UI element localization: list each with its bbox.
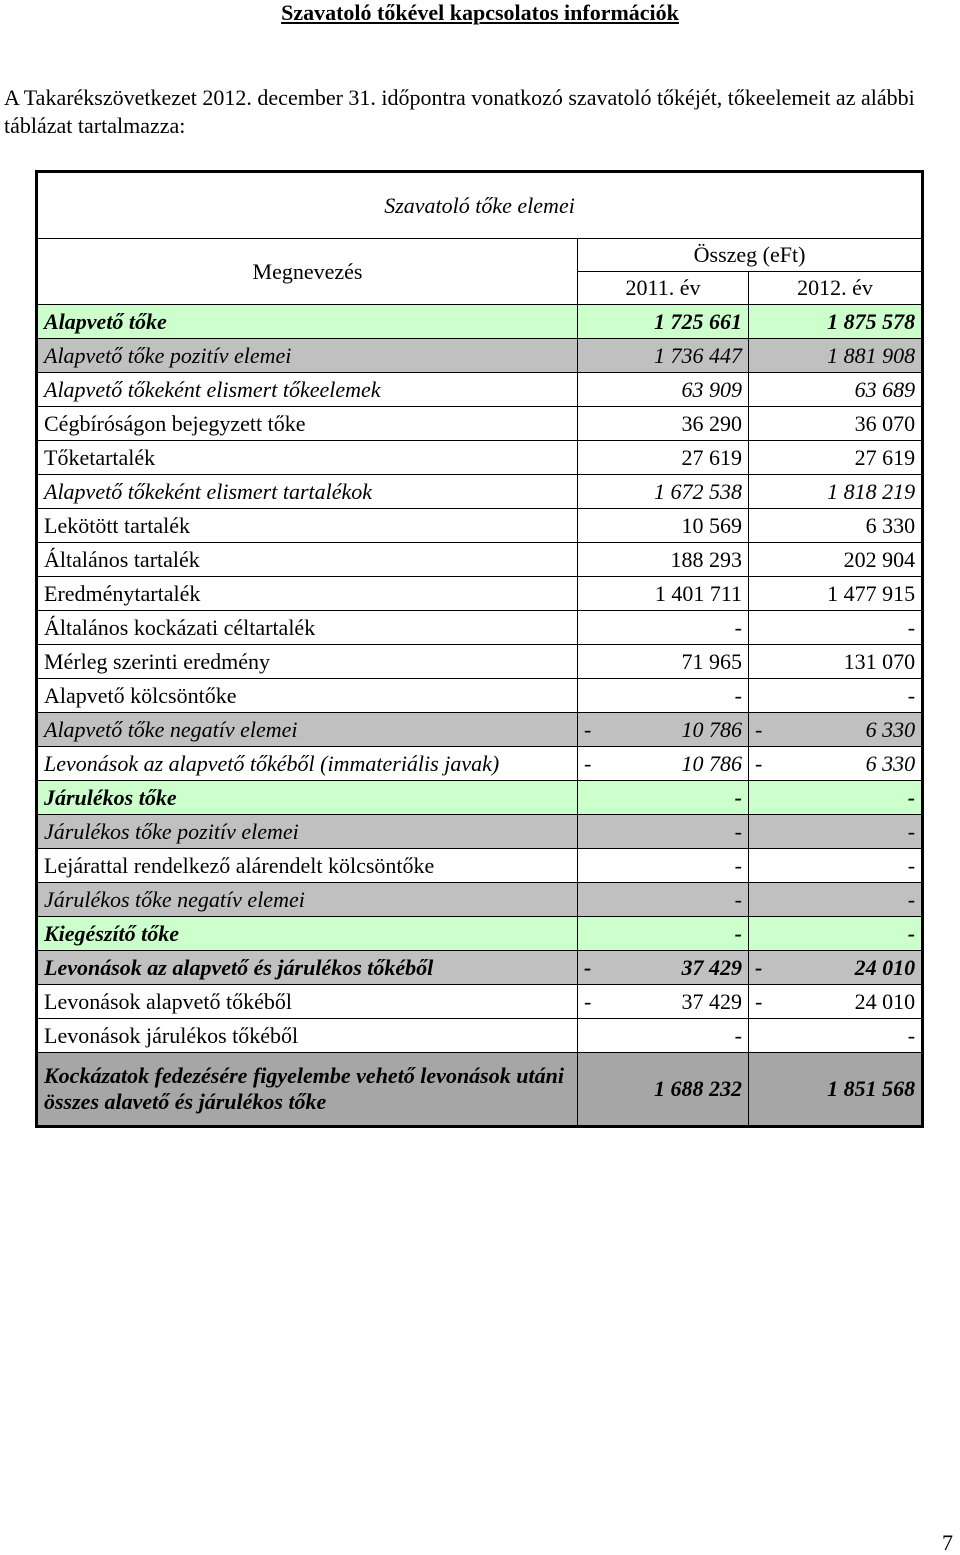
row-value-2012: 63 689 bbox=[779, 373, 923, 407]
row-sign-2012 bbox=[749, 543, 779, 577]
row-value-2012: 1 875 578 bbox=[779, 305, 923, 339]
row-sign-2012 bbox=[749, 441, 779, 475]
table-row bbox=[37, 1053, 923, 1127]
table-row bbox=[37, 747, 923, 781]
row-value-2011: 1 672 538 bbox=[608, 475, 749, 509]
table-row bbox=[37, 577, 923, 611]
page-number: 7 bbox=[942, 1530, 953, 1555]
row-sign-2011 bbox=[578, 577, 608, 611]
year-2011-header: 2011. év bbox=[578, 272, 749, 305]
row-label: Cégbíróságon bejegyzett tőke bbox=[37, 407, 578, 441]
row-sign-2011: - bbox=[578, 747, 608, 781]
row-value-2011: 10 786 bbox=[608, 713, 749, 747]
row-sign-2012 bbox=[749, 577, 779, 611]
row-sign-2012 bbox=[749, 407, 779, 441]
row-value-2011: 1 688 232 bbox=[608, 1053, 749, 1127]
row-value-2012: - bbox=[779, 815, 923, 849]
row-label: Eredménytartalék bbox=[37, 577, 578, 611]
row-label: Mérleg szerinti eredmény bbox=[37, 645, 578, 679]
row-value-2012: - bbox=[779, 849, 923, 883]
row-value-2011: - bbox=[608, 781, 749, 815]
row-value-2012: - bbox=[779, 611, 923, 645]
row-value-2012: 1 851 568 bbox=[779, 1053, 923, 1127]
row-sign-2011 bbox=[578, 407, 608, 441]
row-label: Levonások járulékos tőkéből bbox=[37, 1019, 578, 1053]
row-label: Lejárattal rendelkező alárendelt kölcsöntőke bbox=[37, 849, 578, 883]
row-value-2012: 131 070 bbox=[779, 645, 923, 679]
row-sign-2011 bbox=[578, 849, 608, 883]
row-value-2011: 27 619 bbox=[608, 441, 749, 475]
row-value-2011: 10 786 bbox=[608, 747, 749, 781]
row-sign-2011 bbox=[578, 917, 608, 951]
row-value-2012: 24 010 bbox=[779, 985, 923, 1019]
row-sign-2011: - bbox=[578, 985, 608, 1019]
row-sign-2011 bbox=[578, 305, 608, 339]
row-value-2011: - bbox=[608, 1019, 749, 1053]
row-value-2012: - bbox=[779, 917, 923, 951]
row-sign-2011: - bbox=[578, 951, 608, 985]
row-sign-2012 bbox=[749, 305, 779, 339]
row-sign-2012 bbox=[749, 883, 779, 917]
row-label: Alapvető tőkeként elismert tőkeelemek bbox=[37, 373, 578, 407]
row-sign-2011 bbox=[578, 441, 608, 475]
row-sign-2011 bbox=[578, 1019, 608, 1053]
row-value-2011: 71 965 bbox=[608, 645, 749, 679]
table-row bbox=[37, 781, 923, 815]
row-value-2011: - bbox=[608, 679, 749, 713]
row-label: Általános tartalék bbox=[37, 543, 578, 577]
row-label: Kiegészítő tőke bbox=[37, 917, 578, 951]
table-row bbox=[37, 815, 923, 849]
table-row bbox=[37, 509, 923, 543]
row-value-2012: - bbox=[779, 781, 923, 815]
row-label: Kockázatok fedezésére figyelembe vehető levonások utáni összes alavető és járulékos tőke bbox=[37, 1053, 578, 1127]
row-sign-2011 bbox=[578, 475, 608, 509]
row-value-2012: 6 330 bbox=[779, 713, 923, 747]
table-row bbox=[37, 611, 923, 645]
row-label: Általános kockázati céltartalék bbox=[37, 611, 578, 645]
row-value-2011: 37 429 bbox=[608, 951, 749, 985]
row-value-2011: - bbox=[608, 917, 749, 951]
row-value-2011: 36 290 bbox=[608, 407, 749, 441]
table-row bbox=[37, 849, 923, 883]
row-value-2012: - bbox=[779, 679, 923, 713]
header-row bbox=[37, 239, 923, 272]
row-sign-2012 bbox=[749, 917, 779, 951]
row-value-2012: - bbox=[779, 883, 923, 917]
table-row bbox=[37, 883, 923, 917]
row-value-2011: - bbox=[608, 883, 749, 917]
row-sign-2012 bbox=[749, 645, 779, 679]
intro-paragraph: A Takarékszövetkezet 2012. december 31. időpontra vonatkozó szavatoló tőkéjét, tőkeelemeit az alábbi táblázat tartalmazza: bbox=[4, 85, 915, 138]
table-row bbox=[37, 679, 923, 713]
row-value-2012: 6 330 bbox=[779, 747, 923, 781]
row-value-2011: 37 429 bbox=[608, 985, 749, 1019]
table-row bbox=[37, 985, 923, 1019]
row-sign-2012 bbox=[749, 1019, 779, 1053]
row-value-2011: 63 909 bbox=[608, 373, 749, 407]
row-value-2011: 1 736 447 bbox=[608, 339, 749, 373]
row-label: Levonások az alapvető és járulékos tőkéből bbox=[37, 951, 578, 985]
row-label: Tőketartalék bbox=[37, 441, 578, 475]
row-sign-2011 bbox=[578, 645, 608, 679]
table-row bbox=[37, 475, 923, 509]
page-title: Szavatoló tőkével kapcsolatos információk bbox=[281, 0, 679, 25]
capital-table bbox=[35, 170, 924, 1128]
row-sign-2012: - bbox=[749, 951, 779, 985]
row-label: Alapvető kölcsöntőke bbox=[37, 679, 578, 713]
row-value-2012: 1 477 915 bbox=[779, 577, 923, 611]
row-sign-2012 bbox=[749, 509, 779, 543]
table-row bbox=[37, 441, 923, 475]
row-value-2011: - bbox=[608, 611, 749, 645]
table-row bbox=[37, 407, 923, 441]
table-title-row bbox=[37, 172, 923, 239]
row-sign-2012 bbox=[749, 475, 779, 509]
row-sign-2012 bbox=[749, 679, 779, 713]
table-row bbox=[37, 917, 923, 951]
row-label: Levonások az alapvető tőkéből (immateriális javak) bbox=[37, 747, 578, 781]
row-label: Alapvető tőke negatív elemei bbox=[37, 713, 578, 747]
row-value-2012: 202 904 bbox=[779, 543, 923, 577]
row-value-2011: 1 401 711 bbox=[608, 577, 749, 611]
row-value-2012: 27 619 bbox=[779, 441, 923, 475]
row-label: Alapvető tőke pozitív elemei bbox=[37, 339, 578, 373]
table-row bbox=[37, 543, 923, 577]
table-row bbox=[37, 305, 923, 339]
row-label: Járulékos tőke bbox=[37, 781, 578, 815]
row-value-2011: 1 725 661 bbox=[608, 305, 749, 339]
row-sign-2011 bbox=[578, 509, 608, 543]
row-sign-2011: - bbox=[578, 713, 608, 747]
row-value-2011: - bbox=[608, 849, 749, 883]
year-2012-header: 2012. év bbox=[749, 272, 923, 305]
row-sign-2012 bbox=[749, 815, 779, 849]
table-row bbox=[37, 339, 923, 373]
table-row bbox=[37, 713, 923, 747]
table-title: Szavatoló tőke elemei bbox=[37, 172, 923, 239]
table-row bbox=[37, 645, 923, 679]
row-sign-2012 bbox=[749, 849, 779, 883]
row-sign-2011 bbox=[578, 543, 608, 577]
row-value-2012: 36 070 bbox=[779, 407, 923, 441]
amount-header: Összeg (eFt) bbox=[578, 239, 923, 272]
label-header: Megnevezés bbox=[37, 239, 578, 305]
row-sign-2011 bbox=[578, 611, 608, 645]
row-value-2012: 24 010 bbox=[779, 951, 923, 985]
row-sign-2012 bbox=[749, 373, 779, 407]
row-value-2011: 10 569 bbox=[608, 509, 749, 543]
row-value-2011: - bbox=[608, 815, 749, 849]
table-row bbox=[37, 1019, 923, 1053]
row-sign-2012: - bbox=[749, 985, 779, 1019]
row-sign-2011 bbox=[578, 339, 608, 373]
row-sign-2011 bbox=[578, 815, 608, 849]
row-sign-2011 bbox=[578, 1053, 608, 1127]
row-sign-2012 bbox=[749, 781, 779, 815]
table-row bbox=[37, 951, 923, 985]
row-value-2012: 1 818 219 bbox=[779, 475, 923, 509]
capital-table-body bbox=[37, 172, 923, 1127]
row-sign-2012: - bbox=[749, 713, 779, 747]
row-value-2012: - bbox=[779, 1019, 923, 1053]
row-value-2012: 1 881 908 bbox=[779, 339, 923, 373]
table-row bbox=[37, 373, 923, 407]
row-label: Lekötött tartalék bbox=[37, 509, 578, 543]
row-sign-2012 bbox=[749, 611, 779, 645]
row-sign-2011 bbox=[578, 781, 608, 815]
row-sign-2011 bbox=[578, 883, 608, 917]
row-label: Alapvető tőkeként elismert tartalékok bbox=[37, 475, 578, 509]
row-sign-2012 bbox=[749, 1053, 779, 1127]
row-label: Levonások alapvető tőkéből bbox=[37, 985, 578, 1019]
row-label: Járulékos tőke negatív elemei bbox=[37, 883, 578, 917]
row-sign-2011 bbox=[578, 373, 608, 407]
row-sign-2012 bbox=[749, 339, 779, 373]
row-value-2011: 188 293 bbox=[608, 543, 749, 577]
row-label: Járulékos tőke pozitív elemei bbox=[37, 815, 578, 849]
row-value-2012: 6 330 bbox=[779, 509, 923, 543]
row-label: Alapvető tőke bbox=[37, 305, 578, 339]
row-sign-2012: - bbox=[749, 747, 779, 781]
row-sign-2011 bbox=[578, 679, 608, 713]
